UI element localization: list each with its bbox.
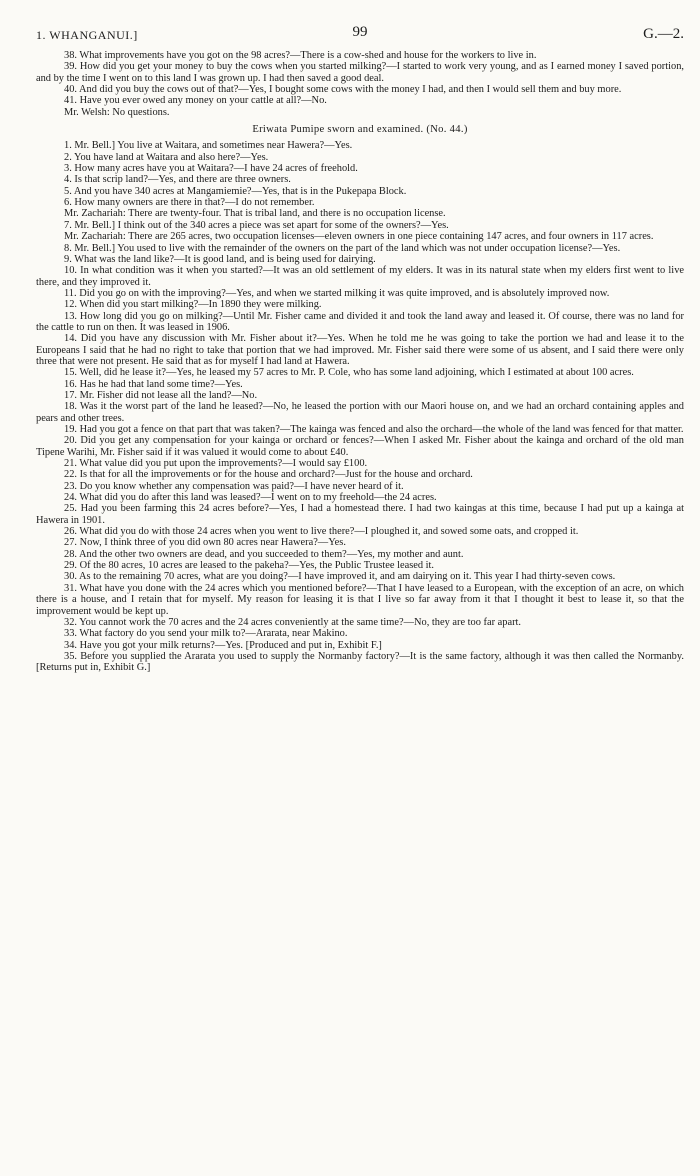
paragraph: Mr. Zachariah: There are twenty-four. That is tribal land, and there is no occupation license. [64,208,446,220]
paragraph: 6. How many owners are there in that?—I do not remember. [64,197,315,209]
paragraph: 2. You have land at Waitara and also here?—Yes. [64,151,269,163]
paragraph: 20. Did you get any compensation for your kainga or orchard or fences?—When I asked Mr. Fisher about the kainga and orchard of the old man Tipene Warihi, Mr. Fisher said if it was valued it would come to about £40. [36,435,684,458]
paragraph: 23. Do you know whether any compensation was paid?—I have never heard of it. [64,480,404,492]
header-document-code: G.—2. [643,26,684,42]
page-header [36,20,684,50]
paragraph: 5. And you have 340 acres at Mangamiemie?—Yes, that is in the Pukepapa Block. [64,185,407,197]
paragraph: 19. Had you got a fence on that part that was taken?—The kainga was fenced and also the orchard—the whole of the land was fenced for that matter. [64,424,684,435]
document-page [36,20,684,674]
paragraph: 31. What have you done with the 24 acres which you mentioned before?—That I have leased to a European, with the exception of an acre, on which there is a house, and I retain that for myself. My reason for leasing it is that I live so far away from it that I thought it best to lease it, so that the improvement would be kept up. [36,582,684,617]
paragraph: 12. When did you start milking?—In 1890 they were milking. [64,299,322,311]
paragraph: 3. How many acres have you at Waitara?—I have 24 acres of freehold. [64,163,358,175]
paragraph: Mr. Zachariah: There are 265 acres, two occupation licenses—eleven owners in one piece containing 147 acres, and four owners in 117 acres. [64,231,654,243]
paragraph: 41. Have you ever owed any money on your cattle at all?—No. [64,95,327,107]
paragraph: 35. Before you supplied the Ararata you used to supply the Normanby factory?—It is the same factory, although it was then called the Normanby. [Returns put in, Exhibit G.] [36,650,684,674]
paragraph: 26. What did you do with those 24 acres when you went to live there?—I ploughed it, and sowed some oats, and cropped it. [64,526,579,538]
paragraph: 14. Did you have any discussion with Mr. Fisher about it?—Yes. When he told me he was going to take the portion we had and lease it to the Europeans I said that he had no right to take that portion that we had improved. Mr. Fisher said there were some of us absent, and I said there were only three that were not present. He said that as for myself I had land at Hawera. [36,333,684,367]
page-number: 99 [352,24,368,40]
paragraph: 8. Mr. Bell.] You used to live with the remainder of the owners on the part of the land which was not under occupation license?—Yes. [64,242,621,254]
paragraph: 30. As to the remaining 70 acres, what are you doing?—I have improved it, and am dairying on it. This year I had thirty-seven cows. [64,571,616,583]
paragraph: 34. Have you got your milk returns?—Yes. [Produced and put in, Exhibit F.] [64,639,382,651]
witness-heading: Eriwata Pumipe sworn and examined. (No. 44.) [252,124,468,136]
paragraph: 16. Has he had that land some time?—Yes. [64,378,243,390]
paragraph: 9. What was the land like?—It is good land, and is being used for dairying. [64,253,376,265]
paragraph: 32. You cannot work the 70 acres and the 24 acres conveniently at the same time?—No, they are too far apart. [64,616,522,628]
paragraph: 7. Mr. Bell.] I think out of the 340 acres a piece was set apart for some of the owners?—Yes. [64,219,449,231]
paragraph: 40. And did you buy the cows out of that?—Yes, I bought some cows with the money I had, and then I would sell them and buy more. [64,84,622,96]
paragraph: 24. What did you do after this land was leased?—I went on to my freehold—the 24 acres. [64,492,437,504]
paragraph: 22. Is that for all the improvements or for the house and orchard?—Just for the house and orchard. [64,469,473,481]
paragraph: 17. Mr. Fisher did not lease all the land?—No. [64,389,258,401]
paragraph: 18. Was it the worst part of the land he leased?—No, he leased the portion with our Maori house on, and we had an orchard containing apples and pears and other trees. [36,401,684,424]
paragraph: 33. What factory do you send your milk to?—Ararata, near Makino. [64,628,348,640]
paragraph: 11. Did you go on with the improving?—Yes, and when we started milking it was quite improved, and is absolutely improved now. [64,287,610,299]
paragraph: 28. And the other two owners are dead, and you succeeded to them?—Yes, my mother and aunt. [64,548,464,560]
paragraph: 13. How long did you go on milking?—Until Mr. Fisher came and divided it and took the land away and leased it. Of course, there was no land for the cattle to run on then. It was leased in 1906. [36,310,684,333]
document-body [36,50,684,674]
paragraph: 27. Now, I think three of you did own 80 acres near Hawera?—Yes. [64,537,346,549]
paragraph: 15. Well, did he lease it?—Yes, he leased my 57 acres to Mr. P. Cole, who has some land adjoining, which I estimated at about 100 acres. [64,367,634,379]
paragraph: 38. What improvements have you got on the 98 acres?—There is a cow-shed and house for the workers to live in. [64,50,537,61]
paragraph: 29. Of the 80 acres, 10 acres are leased to the pakeha?—Yes, the Public Trustee leased it. [64,560,435,572]
paragraph: 21. What value did you put upon the improvements?—I would say £100. [64,458,368,470]
paragraph: 25. Had you been farming this 24 acres before?—Yes, I had a homestead there. I had two kaingas at this time, because I had put up a kainga at Hawera in 1901. [36,503,684,526]
paragraph: Mr. Welsh: No questions. [64,106,170,118]
paragraph: 4. Is that scrip land?—Yes, and there are three owners. [64,174,291,186]
header-section-label: 1. WHANGANUI.] [36,28,138,42]
paragraph: 39. How did you get your money to buy the cows when you started milking?—I started to work very young, and as I earned money I saved portion, and by the time I went on to this land I was grown up. I had then saved a good deal. [36,61,684,84]
paragraph: 10. In what condition was it when you started?—It was an old settlement of my elders. It was in its natural state when my elders first went to live there, and they improved it. [36,265,684,288]
paragraph: 1. Mr. Bell.] You live at Waitara, and sometimes near Hawera?—Yes. [64,140,353,152]
